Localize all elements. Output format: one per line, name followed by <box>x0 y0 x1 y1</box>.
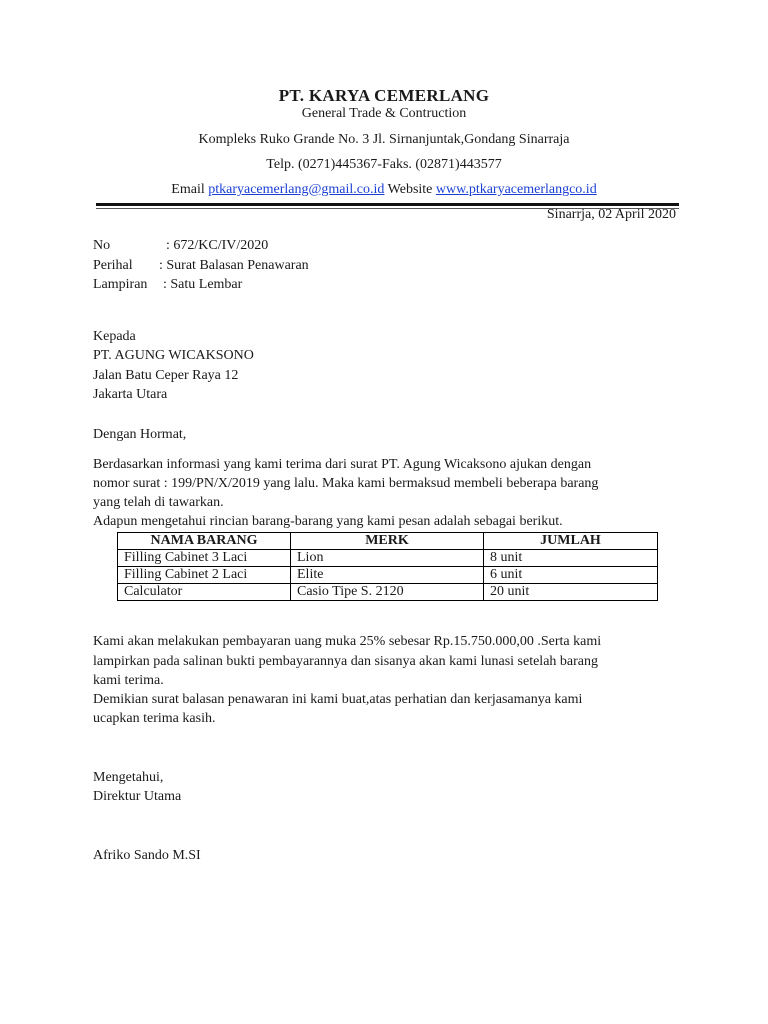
cell-nama-barang: Calculator <box>118 584 291 601</box>
body-paragraph-line: ucapkan terima kasih. <box>93 711 216 726</box>
greeting: Dengan Hormat, <box>93 427 187 442</box>
website-link[interactable]: www.ptkaryacemerlangco.id <box>435 182 597 197</box>
perihal-label: Perihal <box>93 258 133 273</box>
body-paragraph-line: nomor surat : 199/PN/X/2019 yang lalu. Maka kami bermaksud membeli beberapa barang <box>93 476 599 491</box>
body-paragraph-line: Kami akan melakukan pembayaran uang muka 25% sebesar Rp.15.750.000,00 .Serta kami <box>93 634 602 649</box>
company-address: Kompleks Ruko Grande No. 3 Jl. Sirnanjuntak,Gondang Sinarraja <box>198 132 570 147</box>
cell-jumlah: 6 unit <box>484 567 658 584</box>
closing-acknowledged: Mengetahui, <box>93 770 164 785</box>
email-link[interactable]: ptkaryacemerlang@gmail.co.id <box>208 182 385 197</box>
no-value: : 672/KC/IV/2020 <box>166 238 269 253</box>
cell-merk: Casio Tipe S. 2120 <box>291 584 484 601</box>
cell-merk: Elite <box>291 567 484 584</box>
lampiran-label: Lampiran <box>93 277 148 292</box>
table-header-row <box>118 533 658 550</box>
cell-merk: Lion <box>291 550 484 567</box>
header-nama-barang: NAMA BARANG <box>118 533 291 550</box>
body-paragraph-line: kami terima. <box>93 673 164 688</box>
website-label: Website <box>387 182 433 197</box>
company-name: PT. KARYA CEMERLANG <box>278 86 490 105</box>
recipient-street: Jalan Batu Ceper Raya 12 <box>93 368 239 383</box>
company-phone: Telp. (0271)445367-Faks. (02871)443577 <box>266 157 502 172</box>
cell-jumlah: 8 unit <box>484 550 658 567</box>
contact-line <box>0 182 768 198</box>
cell-nama-barang: Filling Cabinet 3 Laci <box>118 550 291 567</box>
items-table <box>117 532 658 601</box>
letter-date: Sinarrja, 02 April 2020 <box>546 207 676 222</box>
perihal-value: : Surat Balasan Penawaran <box>159 258 309 273</box>
lampiran-value: : Satu Lembar <box>163 277 243 292</box>
signer-name: Afriko Sando M.SI <box>93 848 201 863</box>
recipient-city: Jakarta Utara <box>93 387 168 402</box>
body-paragraph-line: Demikian surat balasan penawaran ini kami buat,atas perhatian dan kerjasamanya kami <box>93 692 583 707</box>
body-paragraph-line: lampirkan pada salinan bukti pembayarannya dan sisanya akan kami lunasi setelah barang <box>93 654 598 669</box>
letterhead-divider-thick <box>96 203 679 206</box>
email-label: Email <box>171 182 205 197</box>
header-merk: MERK <box>291 533 484 550</box>
body-paragraph-line: Berdasarkan informasi yang kami terima dari surat PT. Agung Wicaksono ajukan dengan <box>93 457 592 472</box>
header-jumlah: JUMLAH <box>484 533 658 550</box>
no-label: No <box>93 238 111 253</box>
table-row <box>118 584 658 601</box>
table-row <box>118 550 658 567</box>
company-tagline: General Trade & Contruction <box>301 106 467 121</box>
closing-position: Direktur Utama <box>93 789 182 804</box>
cell-nama-barang: Filling Cabinet 2 Laci <box>118 567 291 584</box>
body-paragraph-line: Adapun mengetahui rincian barang-barang yang kami pesan adalah sebagai berikut. <box>93 514 563 529</box>
recipient-name: PT. AGUNG WICAKSONO <box>93 348 254 363</box>
body-paragraph-line: yang telah di tawarkan. <box>93 495 224 510</box>
cell-jumlah: 20 unit <box>484 584 658 601</box>
recipient-to: Kepada <box>93 329 136 344</box>
table-row <box>118 567 658 584</box>
